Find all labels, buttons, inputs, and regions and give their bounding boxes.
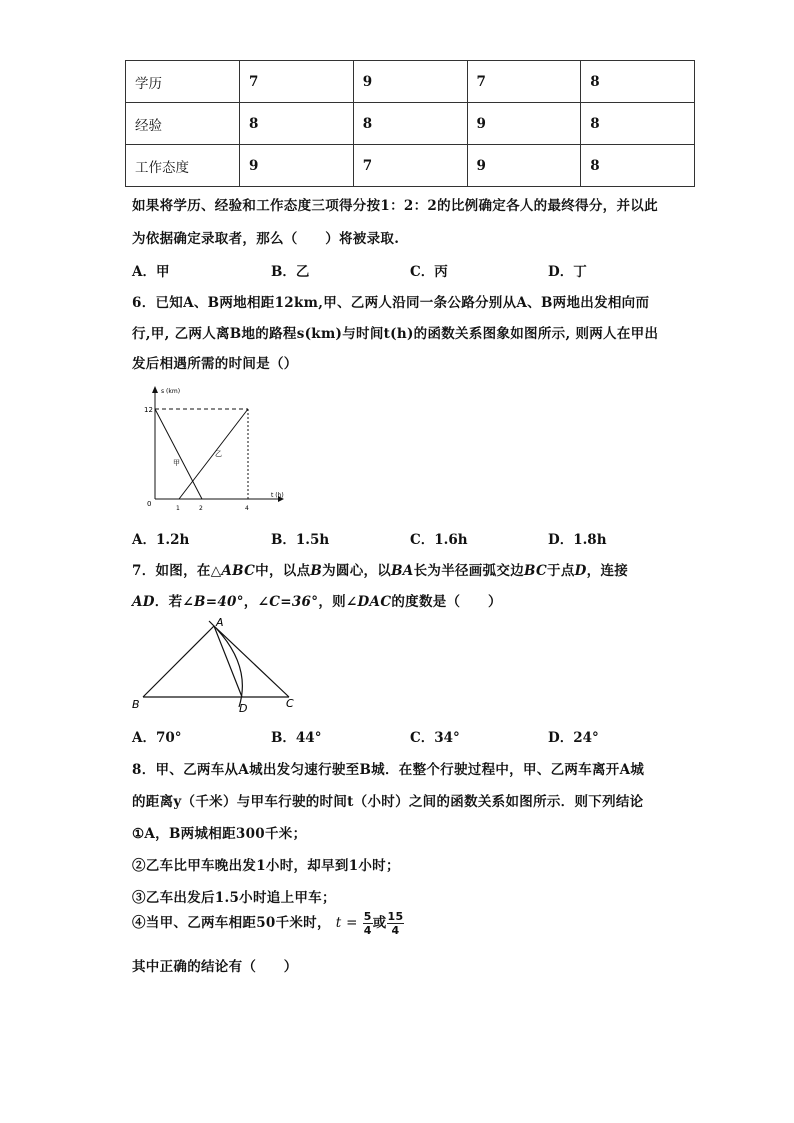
y-axis-arrow [152,386,158,393]
x-tick-4: 4 [245,505,249,512]
q5-text-line1: 如果将学历、经验和工作态度三项得分按1：2：2的比例确定各人的最终得分，并以此 [132,198,658,214]
table-cell: 9 [467,145,581,187]
fraction-5-4: $\frac{5}{4}$ [363,910,372,937]
line-jia [155,409,202,499]
q7-option-c[interactable]: C．34° [410,730,460,746]
table-cell: 8 [581,61,695,103]
q6-option-b[interactable]: B．1.5h [271,532,330,548]
fraction-15-4: $\frac{15}{4}$ [387,910,404,937]
score-table [125,60,695,187]
table-row [126,103,695,145]
q6-option-a[interactable]: A．1.2h [132,532,190,548]
table-cell: 7 [467,61,581,103]
arc-centered-b [209,621,242,707]
q8-text-line2: 的距离y（千米）与甲车行驶的时间t（小时）之间的函数关系如图所示．则下列结论 [132,794,644,810]
q6-option-d[interactable]: D．1.8h [548,532,607,548]
q8-statement-4 [132,910,404,937]
segment-ac [214,626,289,697]
point-a-label: A [216,616,224,629]
y-tick-12: 12 [144,406,153,414]
s4-prefix: ④当甲、乙两车相距50千米时， [132,915,331,931]
q6-graph [128,383,298,518]
q6-text-line2: 行,甲, 乙两人离B地的路程s(km)与时间t(h)的函数关系图象如图所示, 则两人在甲出 [132,326,659,342]
table-cell: 9 [353,61,467,103]
table-cell: 8 [581,145,695,187]
q6-text-line1: 6．已知A、B两地相距12km,甲、乙两人沿同一条公路分别从A、B两地出发相向而 [132,295,650,311]
table-cell: 8 [353,103,467,145]
q7-option-b[interactable]: B．44° [271,730,322,746]
point-b-label: B [132,698,140,711]
q8-statement-1: ①A，B两城相距300千米； [132,826,307,842]
x-axis-label: t (h) [271,492,284,499]
q7-text-line1: 7．如图，在△ABC中，以点B为圆心，以BA长为半径画弧交边BC于点D，连接 [132,563,629,579]
table-cell: 8 [581,103,695,145]
q5-option-d[interactable]: D．丁 [548,264,587,280]
q5-option-b[interactable]: B．乙 [271,264,310,280]
q8-text-line1: 8．甲、乙两车从A城出发匀速行驶至B城．在整个行驶过程中，甲、乙两车离开A城 [132,762,645,778]
point-c-label: C [286,697,294,710]
q8-ending: 其中正确的结论有（ ） [132,959,298,975]
q5-text-line2: 为依据确定录取者，那么（ ）将被录取. [132,231,400,247]
table-cell: 7 [240,61,354,103]
q8-statement-3: ③乙车出发后1.5小时追上甲车； [132,890,336,906]
row-label: 工作态度 [126,145,240,187]
table-cell: 7 [353,145,467,187]
q7-option-a[interactable]: A．70° [132,730,182,746]
table-row [126,145,695,187]
point-d-label: D [239,702,248,715]
q5-option-a[interactable]: A．甲 [132,264,170,280]
label-jia: 甲 [173,459,180,467]
y-axis-label: s (km) [161,388,181,395]
label-yi: 乙 [215,450,222,458]
table-row [126,61,695,103]
x-tick-1: 1 [176,505,180,512]
q6-text-line3: 发后相遇所需的时间是（） [132,356,298,372]
x-tick-2: 2 [199,505,203,512]
q7-triangle-figure [125,613,305,716]
table-cell: 8 [240,103,354,145]
row-label: 学历 [126,61,240,103]
s4-variable-t: t = [335,915,358,931]
table-cell: 9 [467,103,581,145]
s4-or: 或 [372,915,387,931]
q6-option-c[interactable]: C．1.6h [410,532,468,548]
row-label: 经验 [126,103,240,145]
segment-ab [143,626,214,697]
q5-option-c[interactable]: C．丙 [410,264,448,280]
line-yi [179,409,248,499]
q7-option-d[interactable]: D．24° [548,730,599,746]
origin-label: 0 [147,500,152,508]
table-cell: 9 [240,145,354,187]
q7-text-line2: AD．若∠B=40°，∠C=36°，则∠DAC的度数是（ ） [132,594,502,610]
q8-statement-2: ②乙车比甲车晚出发1小时，却早到1小时； [132,858,400,874]
